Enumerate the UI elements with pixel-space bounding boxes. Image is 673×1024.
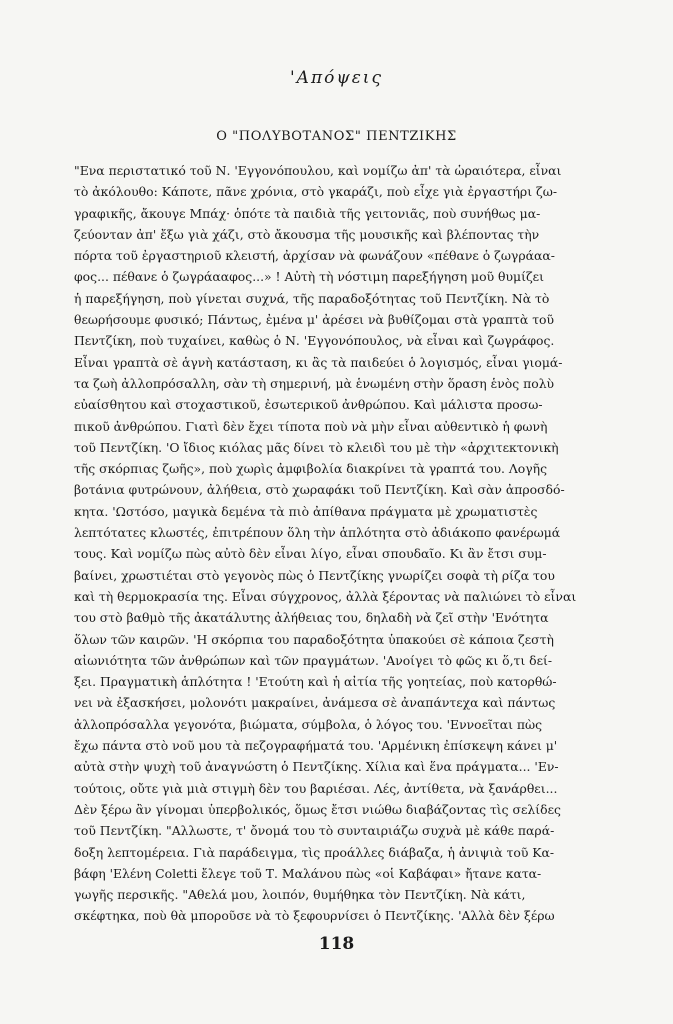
body-text-line: ἔχω πάντα στὸ νοῦ μου τὰ πεζογραφήματά του. 'Αρμένικη ἐπίσκεψη κάνει μ' [74,738,558,754]
body-text-line: τους. Καὶ νομίζω πὼς αὐτὸ δὲν εἶναι λίγο, εἶναι σπουδαῖο. Κι ἂν ἔτσι συμ- [74,546,547,562]
body-text-line: θεωρήσουμε φυσικό; Πάντως, ἐμένα μ' ἀρέσει νὰ βυθίζομαι στὰ γραπτὰ τοῦ [74,312,555,328]
article-body [74,160,602,927]
body-text-line: τούτοις, οὔτε γιὰ μιὰ στιγμὴ δὲν του βαριέσαι. Λές, ἀντίθετα, νὰ ξανάρθει... [74,780,558,796]
body-text-line: ἡ παρεξήγηση, ποὺ γίνεται συχνά, τῆς παραδοξότητας τοῦ Πεντζίκη. Νὰ τὸ [74,290,550,306]
body-text-line: πόρτα τοῦ ἐργαστηριοῦ κλειστή, ἀρχίσαν νὰ φωνάζουν «πέθανε ὁ ζωγράαα- [74,248,555,264]
body-text-line: τοῦ Πεντζίκη. 'Ο ἴδιος κιόλας μᾶς δίνει τὸ κλειδὶ του μὲ τὴν «ἀρχιτεκτονικὴ [74,439,559,455]
article-title: Ο "ΠΟΛΥΒΟΤΑΝΟΣ" ΠΕΝΤΖΙΚΗΣ [216,129,457,144]
body-text-line: γωγῆς περσικῆς. "Αθελά μου, λοιπόν, θυμήθηκα τὸν Πεντζίκη. Νὰ κάτι, [74,887,526,903]
section-title: 'Απόψεις [290,68,383,88]
body-text-line: βαίνει, χρωστιέται στὸ γεγονὸς πὼς ὁ Πεντζίκης γνωρίζει σοφὰ τὴ ρίζα του [74,567,555,583]
body-text-line: ζεύονταν ἀπ' ἔξω γιὰ χάζι, στὸ ἄκουσμα τῆς μουσικῆς καὶ βλέποντας τὴν [74,226,540,242]
body-text-line: ὅλων τῶν καιρῶν. 'Η σκόρπια του παραδοξότητα ὑπακούει σὲ κάποια ζεστὴ [74,631,554,647]
body-text-line: αἰωνιότητα τῶν ἀνθρώπων καὶ τῶν πραγμάτων. 'Ανοίγει τὸ φῶς κι ὅ,τι δεί- [74,652,553,668]
body-text-line: φος... πέθανε ὁ ζωγράααφος...» ! Αὐτὴ τὴ νόστιμη παρεξήγηση μοῦ θυμίζει [74,269,544,285]
body-text-line: λεπτότατες κλωστές, ἐπιτρέπουν ὅλη τὴν ἁπλότητα στὸ ἀδιάκοπο φανέρωμά [74,525,561,541]
body-text-line: αὐτὰ στὴν ψυχὴ τοῦ ἀναγνώστη ὁ Πεντζίκης. Χίλια καὶ ἕνα πράγματα... 'Εν- [74,759,559,775]
body-text-line: τοῦ Πεντζίκη. "Αλλωστε, τ' ὄνομά του τὸ συνταιριάζω συχνὰ μὲ κάθε παρά- [74,823,555,839]
body-text-line: βάφη 'Ελένη Coletti ἔλεγε τοῦ Τ. Μαλάνου πὼς «οἱ Καβάφαι» ἤτανε κατα- [74,865,542,881]
body-text-line: πικοῦ ἀνθρώπου. Γιατὶ δὲν ἔχει τίποτα ποὺ νὰ μὴν εἶναι αὐθεντικὸ ἡ φωνὴ [74,418,548,434]
body-text-line: βοτάνια φυτρώνουν, ἀλήθεια, στὸ χωραφάκι τοῦ Πεντζίκη. Καὶ σὰν ἀπροσδό- [74,482,565,498]
body-text-line: Δὲν ξέρω ἂν γίνομαι ὑπερβολικός, ὅμως ἔτσι νιώθω διαβάζοντας τὶς σελίδες [74,801,561,817]
body-text-line: τὸ ἀκόλουθο: Κάποτε, πᾶνε χρόνια, στὸ γκαράζι, ποὺ εἶχε γιὰ ἐργαστήρι ζω- [74,184,558,200]
page-number: 118 [318,934,355,954]
body-text-line: Εἶναι γραπτὰ σὲ ἁγνὴ κατάσταση, κι ἂς τὰ παιδεύει ὁ λογισμός, εἶναι γιομά- [74,354,563,370]
body-text-line: ξει. Πραγματικὴ ἁπλότητα ! 'Ετούτη καὶ ἡ αἰτία τῆς γοητείας, ποὺ κατορθώ- [74,674,557,690]
body-text-line: κητα. 'Ωστόσο, μαγικὰ δεμένα τὰ πιὸ ἀπίθανα πράγματα μὲ χρωματιστὲς [74,503,538,519]
body-text-line: "Ενα περιστατικό τοῦ Ν. 'Εγγονόπουλου, καὶ νομίζω ἀπ' τὰ ὡραιότερα, εἶναι [74,163,562,178]
body-text-line: σκέφτηκα, ποὺ θὰ μποροῦσε νὰ τὸ ξεφουρνίσει ὁ Πεντζίκης. 'Αλλὰ δὲν ξέρω [74,908,555,924]
body-text-line: καὶ τὴ θερμοκρασία της. Εἶναι σύγχρονος, ἀλλὰ ξέροντας νὰ παλιώνει τὸ εἶναι [74,588,577,604]
body-text-line: δοξη λεπτομέρεια. Γιὰ παράδειγμα, τὶς προάλλες διάβαζα, ἡ ἀνιψιὰ τοῦ Κα- [74,844,555,860]
body-text-line: γραφικῆς, ἄκουγε Μπάχ· ὁπότε τὰ παιδιὰ τῆς γειτονιᾶς, ποὺ συνήθως μα- [74,205,541,221]
body-text-line: εὐαίσθητου καὶ στοχαστικοῦ, ἐσωτερικοῦ ἀνθρώπου. Καὶ μάλιστα προσω- [74,397,543,413]
body-text-line: νει νὰ ἐξασκήσει, μολονότι μακραίνει, ἀνάμεσα σὲ ἀναπάντεχα καὶ πάντως [74,695,556,711]
body-text-line: του στὸ βαθμὸ τῆς ἀκατάλυτης ἀλήθειας του, δηλαδὴ νὰ ζεῖ στὴν 'Ενότητα [74,610,549,626]
body-text-line: τῆς σκόρπιας ζωῆς», ποὺ χωρὶς ἀμφιβολία διακρίνει τὰ γραπτά του. Λογῆς [74,461,548,477]
body-text-line: τα ζωὴ ἀλλοπρόσαλλη, σὰν τὴ σημερινή, μὰ ἑνωμένη στὴν ὅραση ἑνὸς πολὺ [74,375,555,391]
body-text-line: ἀλλοπρόσαλλα γεγονότα, βιώματα, σύμβολα, ὁ λόγος του. 'Εννοεῖται πὼς [74,716,543,732]
body-text-line: Πεντζίκη, ποὺ τυχαίνει, καθὼς ὁ Ν. 'Εγγονόπουλος, νὰ εἶναι καὶ ζωγράφος. [74,333,555,349]
